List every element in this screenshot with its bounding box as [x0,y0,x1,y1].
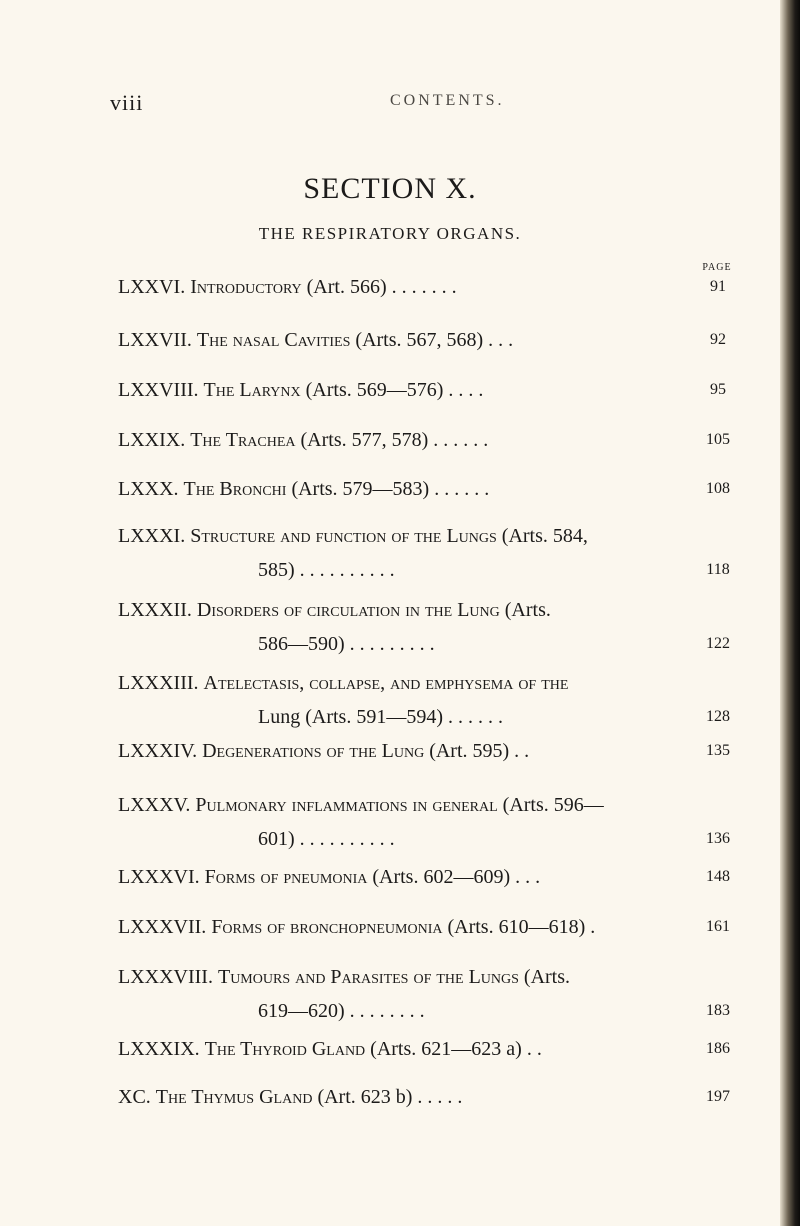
entry-number: LXXX. [118,478,179,500]
entry-number: LXXIX. [118,429,186,451]
section-subtitle: THE RESPIRATORY ORGANS. [258,224,522,243]
leader-dots: . . . [510,866,541,888]
entry-line [118,379,738,409]
entry-page: 105 [706,431,730,448]
leader-dots: . . . . . . [442,706,503,728]
entry-text [118,866,540,889]
entry-number: LXXXV. [118,794,191,816]
leader-dots: . . . . . . . . . [344,633,435,655]
entry-title: Forms of pneumonia [204,866,368,888]
entry-text [118,794,604,817]
entry-page: 197 [706,1088,730,1105]
entry-articles: (Arts. 602—609) [367,866,511,888]
entry-text [118,1086,462,1109]
entry-text [118,740,529,763]
contents-entry [118,525,738,589]
page-column-heading: PAGE [702,262,732,273]
entry-text [118,329,513,352]
contents-entry [118,966,738,1030]
entry-continuation: 619—620) [258,1000,345,1022]
leader-dots: . . [509,740,530,762]
entry-title: The Bronchi [183,478,287,500]
section-title: SECTION X. [303,172,477,205]
entry-articles: (Arts. 610—618) [442,916,586,938]
leader-dots: . . . . . . [428,429,489,451]
contents-entry [118,478,738,508]
entry-line [118,672,738,702]
contents-entry [118,429,738,459]
entry-page: 161 [706,918,730,935]
entry-text [118,276,457,299]
entry-line-continued [118,706,738,736]
entry-articles: (Arts. [499,599,551,621]
entry-continuation: Lung (Arts. 591—594) [258,706,443,728]
entry-page: 122 [706,635,730,652]
entry-articles: (Art. 595) [424,740,510,762]
entry-articles: (Arts. 579—583) [286,478,430,500]
entry-number: LXXXI. [118,525,186,547]
entry-page: 91 [710,278,726,295]
contents-entry [118,599,738,663]
running-title: CONTENTS. [390,92,505,109]
entry-text [118,429,488,452]
entry-page: 108 [706,480,730,497]
leader-dots: . . . [483,329,514,351]
entry-text-continued [258,706,503,729]
contents-entry [118,379,738,409]
entry-text [118,916,595,939]
entry-text [118,525,588,548]
leader-dots: . . . . . . . [386,276,457,298]
entry-continuation: 586—590) [258,633,345,655]
entry-page: 136 [706,830,730,847]
entry-line-continued [118,633,738,663]
leader-dots: . . [521,1038,542,1060]
entry-text [118,599,551,622]
contents-entry [118,794,738,858]
contents-entry [118,672,738,736]
entry-number: LXXXVIII. [118,966,213,988]
entry-text-continued [258,559,395,582]
entry-articles: (Arts. 621—623 a) [365,1038,522,1060]
entry-text [118,478,489,501]
entry-line [118,599,738,629]
entry-number: LXXVIII. [118,379,199,401]
entry-title: Degenerations of the Lung [202,740,425,762]
entry-line [118,329,738,359]
leader-dots: . . . . . [412,1086,463,1108]
entry-line [118,429,738,459]
entry-line [118,740,738,770]
leader-dots: . . . . . . . . . . [294,559,395,581]
entry-title: Atelectasis, collapse, and emphysema of the [203,672,569,694]
entry-title: The Trachea [190,429,296,451]
entry-title: The Thyroid Gland [204,1038,366,1060]
entry-page: 128 [706,708,730,725]
entry-number: LXXXIV. [118,740,198,762]
entry-number: LXXXVII. [118,916,207,938]
entry-text [118,379,483,402]
entry-line [118,525,738,555]
contents-entry [118,866,738,896]
contents-entry [118,916,738,946]
entry-page: 148 [706,868,730,885]
entry-number: LXXXVI. [118,866,200,888]
entry-number: LXXVI. [118,276,186,298]
entry-number: LXXXIII. [118,672,199,694]
contents-entry [118,740,738,770]
entry-line [118,916,738,946]
entry-title: The nasal Cavities [196,329,351,351]
entry-page: 135 [706,742,730,759]
leader-dots: . . . . [443,379,484,401]
entry-text [118,1038,542,1061]
entry-articles: (Art. 566) [301,276,387,298]
entry-title: Forms of bronchopneumonia [211,916,443,938]
entry-continuation: 585) [258,559,295,581]
contents-entry [118,329,738,359]
entry-page: 95 [710,381,726,398]
entry-articles: (Arts. 596— [497,794,604,816]
entry-line [118,1038,738,1068]
entry-line [118,1086,738,1116]
entry-line-continued [118,828,738,858]
entry-title: Structure and function of the Lungs [190,525,497,547]
entry-text [118,672,568,695]
entry-line [118,276,738,306]
entry-line-continued [118,1000,738,1030]
entry-continuation: 601) [258,828,295,850]
leader-dots: . [585,916,596,938]
entry-page: 186 [706,1040,730,1057]
entry-text-continued [258,633,435,656]
entry-articles: (Arts. 584, [496,525,588,547]
entry-number: XC. [118,1086,151,1108]
entry-articles: (Arts. 577, 578) [295,429,429,451]
entry-articles: (Arts. 569—576) [300,379,444,401]
entry-line [118,794,738,824]
entry-number: LXXXIX. [118,1038,200,1060]
entry-line [118,478,738,508]
entry-articles: (Arts. [518,966,571,988]
entry-title: Pulmonary inflammations in general [195,794,498,816]
entry-title: The Larynx [203,379,301,401]
leader-dots: . . . . . . [429,478,490,500]
entry-text-continued [258,828,395,851]
entry-text [118,966,570,989]
entry-line-continued [118,559,738,589]
entry-number: LXXXII. [118,599,192,621]
entry-articles: (Arts. 567, 568) [350,329,484,351]
leader-dots: . . . . . . . . [344,1000,425,1022]
entry-page: 183 [706,1002,730,1019]
contents-entry [118,276,738,306]
leader-dots: . . . . . . . . . . [294,828,395,850]
entry-title: Disorders of circulation in the Lung [196,599,500,621]
entry-articles: (Art. 623 b) [312,1086,413,1108]
entry-text-continued [258,1000,425,1023]
entry-title: Tumours and Parasites of the Lungs [217,966,519,988]
entry-title: Introductory [190,276,302,298]
entry-page: 118 [706,561,730,578]
page-edge-shadow [780,0,800,1226]
contents-entry [118,1086,738,1116]
entry-page: 92 [710,331,726,348]
entry-line [118,866,738,896]
contents-entry [118,1038,738,1068]
entry-number: LXXVII. [118,329,192,351]
entry-title: The Thymus Gland [155,1086,313,1108]
page-folio: viii [110,90,144,115]
entry-line [118,966,738,996]
